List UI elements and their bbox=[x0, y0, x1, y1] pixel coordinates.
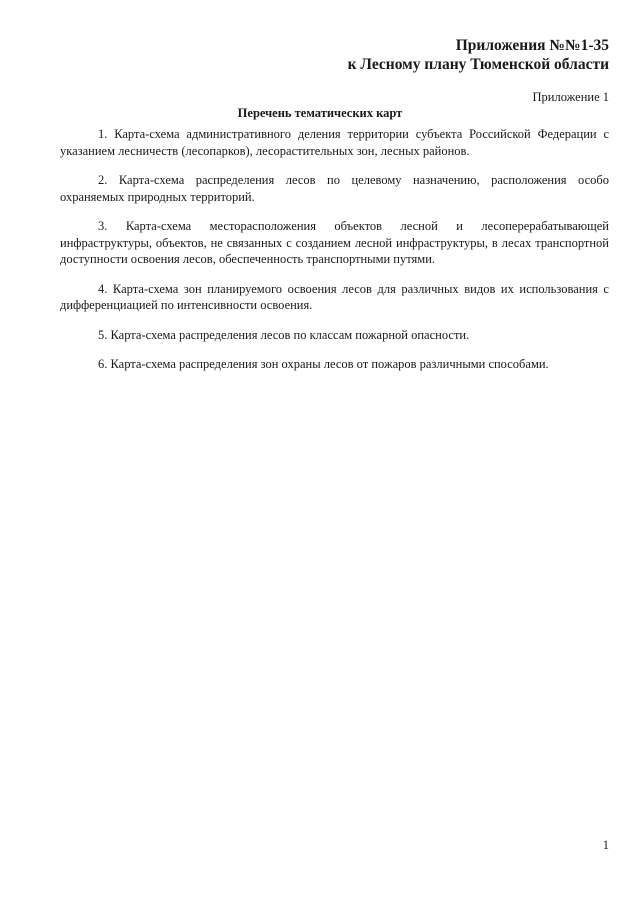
list-item: 2. Карта-схема распределения лесов по целевому назначению, расположения особо охраняемых природных территорий. bbox=[60, 173, 609, 204]
appendix-label: Приложение 1 bbox=[532, 90, 609, 104]
document-header bbox=[348, 36, 609, 74]
list-item: 4. Карта-схема зон планируемого освоения лесов для различных видов их использования с дифференциацией по интенсивности освоения. bbox=[60, 281, 609, 312]
header-title: Приложения №№1-35 bbox=[455, 37, 609, 54]
list-item: 5. Карта-схема распределения лесов по классам пожарной опасности. bbox=[98, 327, 470, 342]
list-item: 1. Карта-схема административного деления территории субъекта Российской Федерации с указанием лесничеств (лесопарков), лесорастительных зон, лесных районов. bbox=[60, 127, 609, 158]
list-item: 6. Карта-схема распределения зон охраны лесов от пожаров различными способами. bbox=[98, 357, 549, 371]
map-list bbox=[60, 126, 609, 386]
list-title: Перечень тематических карт bbox=[237, 106, 403, 120]
page-number: 1 bbox=[602, 838, 609, 852]
header-subtitle: к Лесному плану Тюменской области bbox=[347, 56, 609, 73]
list-item: 3. Карта-схема месторасположения объектов лесной и лесоперерабатывающей инфраструктуры, объектов, не связанных с созданием лесной инфраструктуры, в лесах транспортной доступности освоения лесов, обеспеченность транспортными путями. bbox=[60, 219, 609, 266]
